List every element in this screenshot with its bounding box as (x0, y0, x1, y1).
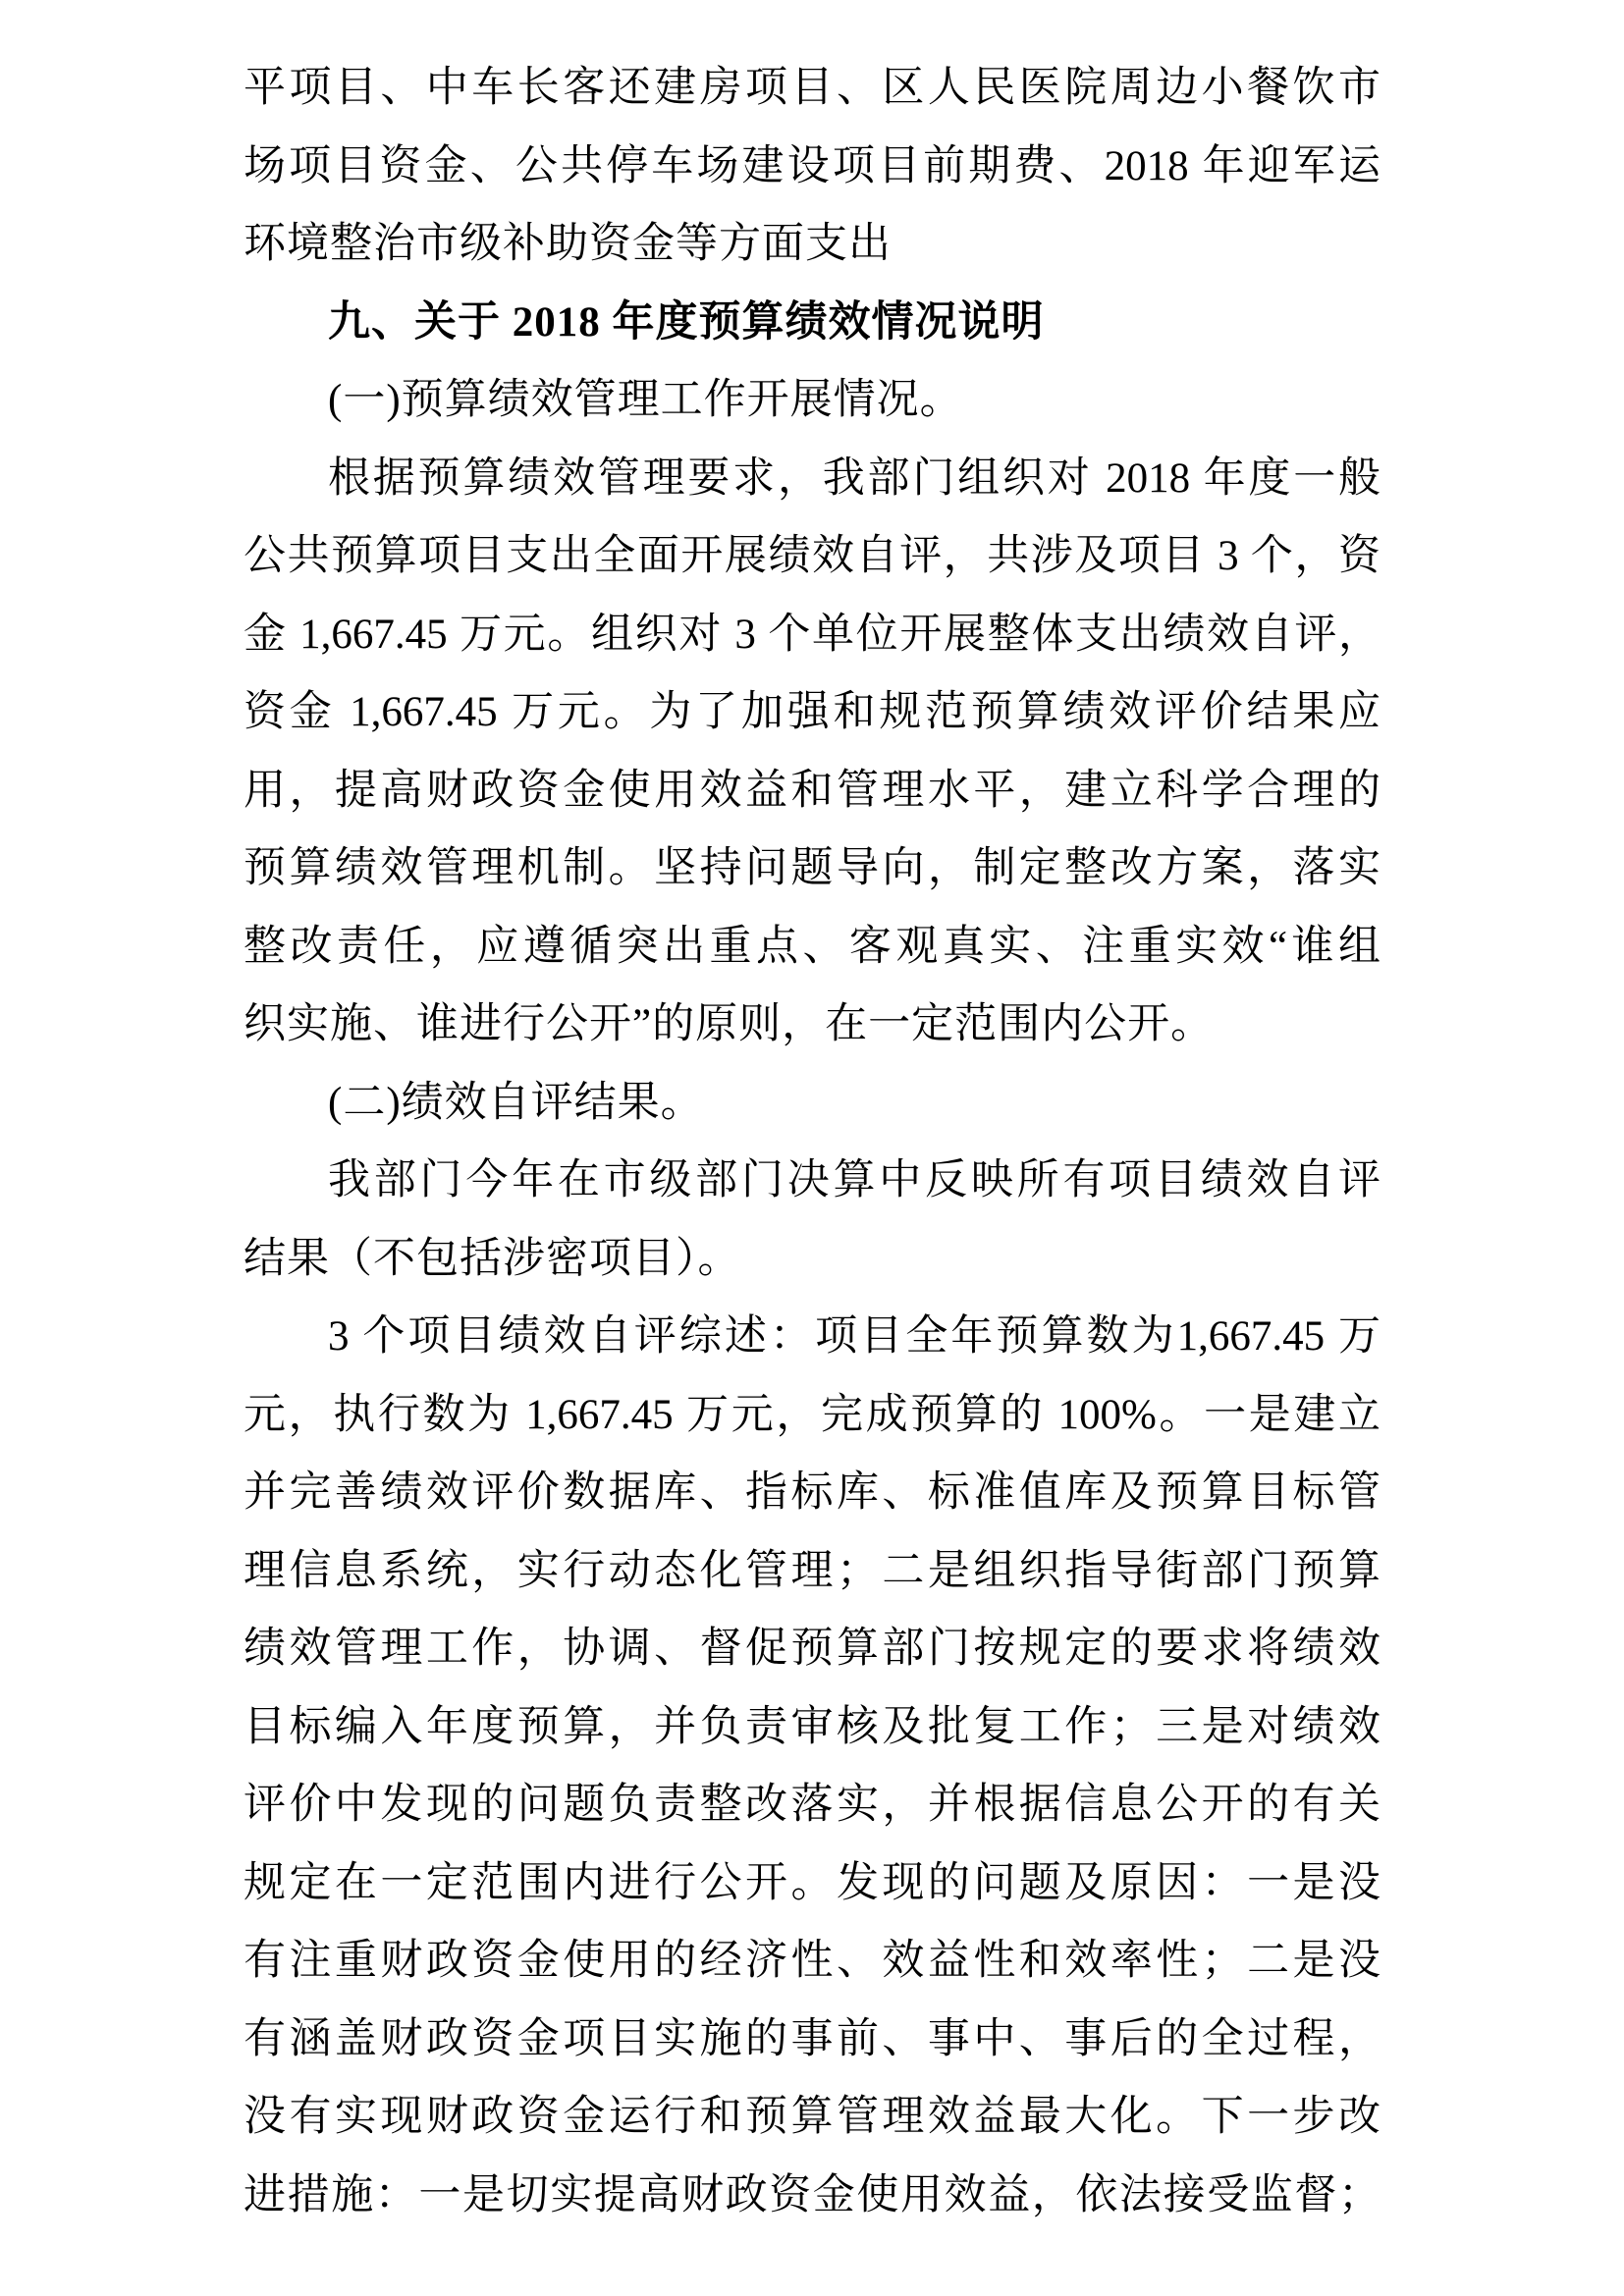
body-text-line: 根据预算绩效管理要求，我部门组织对 2018 年度一般 (328, 454, 1380, 502)
body-text-line: 公共预算项目支出全面开展绩效自评，共涉及项目 3 个，资 (244, 533, 1380, 579)
body-text-line: 3 个项目绩效自评综述：项目全年预算数为1,667.45 万 (328, 1313, 1380, 1360)
body-text-line: (一)预算绩效管理工作开展情况。 (328, 377, 963, 423)
body-text-line: 并完善绩效评价数据库、指标库、标准值库及预算目标管 (244, 1469, 1380, 1516)
body-text-line: 环境整治市级补助资金等方面支出 (244, 221, 892, 267)
body-text-line: 有注重财政资金使用的经济性、效益性和效率性；二是没 (244, 1938, 1380, 1984)
body-text-line: 理信息系统，实行动态化管理；二是组织指导街部门预算 (244, 1547, 1380, 1594)
body-text-line: 进措施：一是切实提高财政资金使用效益，依法接受监督； (244, 2171, 1380, 2218)
body-text-line: 有涵盖财政资金项目实施的事前、事中、事后的全过程， (244, 2015, 1380, 2062)
body-text-line: 预算绩效管理机制。坚持问题导向，制定整改方案，落实 (244, 845, 1380, 891)
document-text-block (244, 49, 1380, 2234)
body-text-line: 结果（不包括涉密项目）。 (244, 1235, 741, 1282)
body-text-line: 资金 1,667.45 万元。为了加强和规范预算绩效评价结果应 (244, 689, 1380, 735)
body-text-line: 用，提高财政资金使用效益和管理水平，建立科学合理的 (244, 767, 1380, 814)
body-text-line: 我部门今年在市级部门决算中反映所有项目绩效自评 (328, 1157, 1380, 1203)
body-text-line: 没有实现财政资金运行和预算管理效益最大化。下一步改 (244, 2094, 1380, 2140)
body-text-line: (二)绩效自评结果。 (328, 1079, 704, 1126)
section-heading-line: 九、关于 2018 年度预算绩效情况说明 (328, 298, 1045, 346)
body-text-line: 规定在一定范围内进行公开。发现的问题及原因：一是没 (244, 1859, 1380, 1906)
body-text-line: 金 1,667.45 万元。组织对 3 个单位开展整体支出绩效自评， (244, 611, 1380, 658)
body-text-line: 评价中发现的问题负责整改落实，并根据信息公开的有关 (244, 1782, 1380, 1828)
body-text-line: 元，执行数为 1,667.45 万元，完成预算的 100%。一是建立 (244, 1391, 1380, 1438)
body-text-line: 绩效管理工作，协调、督促预算部门按规定的要求将绩效 (244, 1626, 1380, 1672)
body-text-line: 整改责任，应遵循突出重点、客观真实、注重实效“谁组 (244, 923, 1380, 970)
body-text-line: 平项目、中车长客还建房项目、区人民医院周边小餐饮市 (244, 65, 1380, 111)
body-text-line: 场项目资金、公共停车场建设项目前期费、2018 年迎军运 (244, 142, 1380, 189)
body-text-line: 织实施、谁进行公开”的原则，在一定范围内公开。 (244, 1001, 1215, 1047)
body-text-line: 目标编入年度预算，并负责审核及批复工作；三是对绩效 (244, 1703, 1380, 1750)
